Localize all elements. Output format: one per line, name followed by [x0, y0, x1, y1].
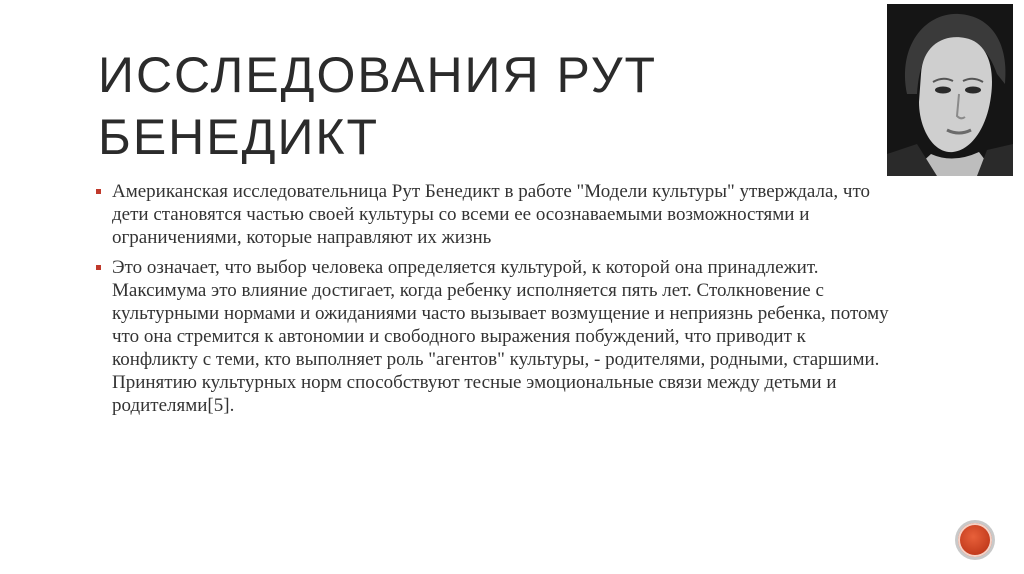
bullet-square-icon — [96, 265, 101, 270]
bullet-square-icon — [96, 189, 101, 194]
slide-title: ИССЛЕДОВАНИЯ РУТ БЕНЕДИКТ — [98, 47, 658, 165]
bullet-item — [96, 256, 896, 417]
nav-circle-icon — [958, 523, 992, 557]
bullet-text: Американская исследовательница Рут Бенедикт в работе "Модели культуры" утверждала, что дети становятся частью своей культуры со всеми ее осознаваемыми возможностями и ограничениями, которые направляют их жизнь — [112, 181, 871, 248]
slide-nav-button[interactable] — [955, 520, 995, 560]
portrait-icon — [887, 4, 1013, 176]
portrait-photo — [887, 4, 1013, 176]
bullet-item — [96, 180, 896, 249]
bullet-text: Это означает, что выбор человека определяется культурой, к которой она принадлежит. Максимума это влияние достигает, когда ребенку исполняется пять лет. Столкновение с культурными нормами и ожиданиями часто вызывает возмущение и неприязнь ребенка, потому что она стремится к автономии и свободного выражения побуждений, что приводит к конфликту с теми, кто выполняет роль "агентов" культуры, - родителями, родными, старшими. Принятию культурных норм способствуют тесные эмоциональные связи между детьми и родителями[5]. — [112, 257, 889, 416]
bullet-list — [96, 180, 896, 424]
